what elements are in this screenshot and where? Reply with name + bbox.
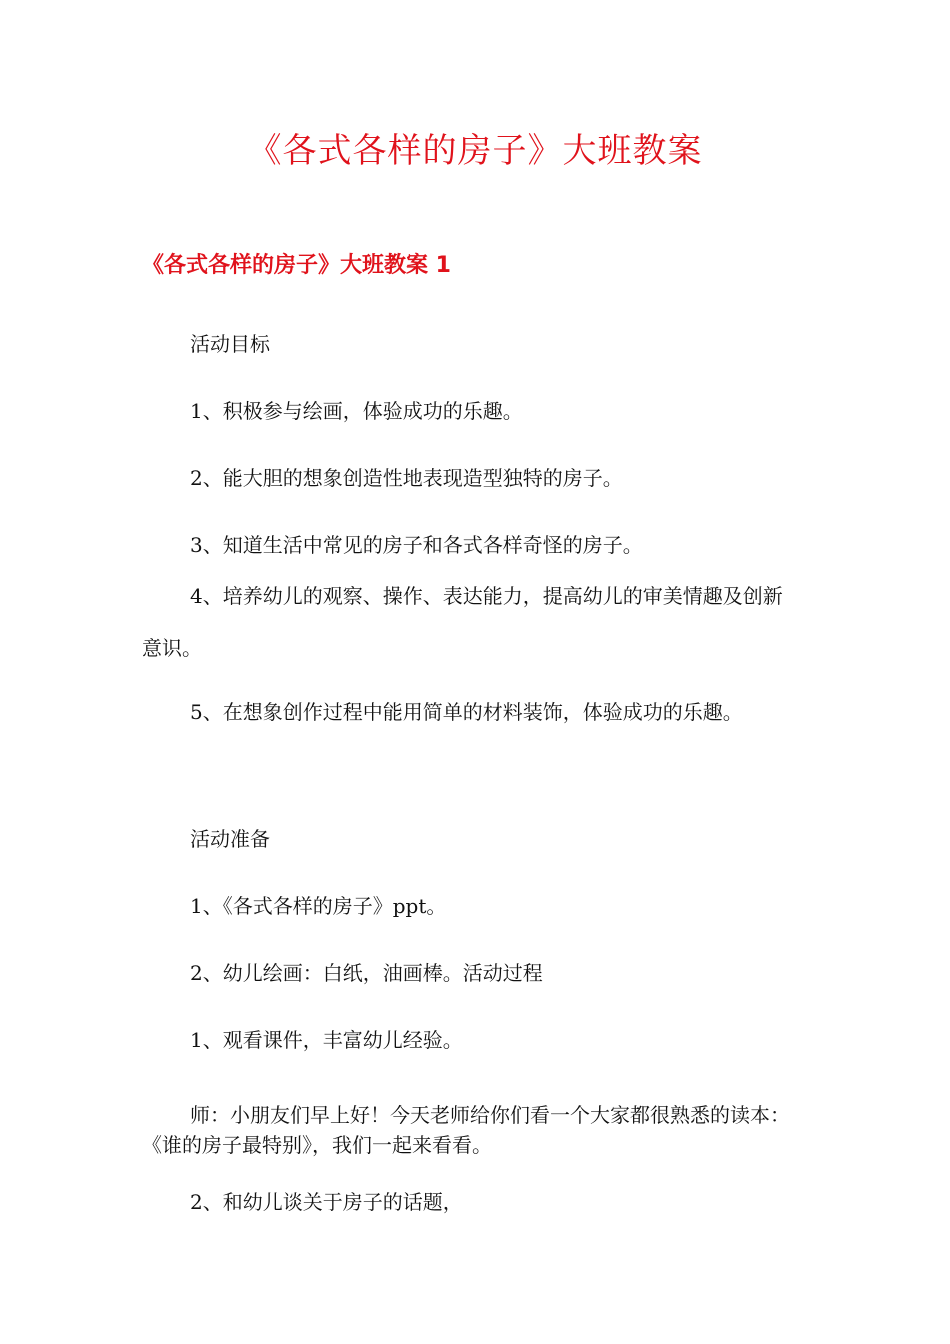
paragraph-prep-2: 2、幼儿绘画：白纸，油画棒。活动过程 — [190, 961, 543, 985]
paragraph-activity-prep: 活动准备 — [190, 827, 270, 851]
paragraph-goal-2: 2、能大胆的想象创造性地表现造型独特的房子。 — [190, 466, 623, 490]
paragraph-activity-goals: 活动目标 — [190, 332, 270, 356]
paragraph-prep-1: 1、《各式各样的房子》ppt。 — [190, 894, 447, 918]
paragraph-goal-3: 3、知道生活中常见的房子和各式各样奇怪的房子。 — [190, 533, 643, 557]
paragraph-process-2: 2、和幼儿谈关于房子的话题， — [190, 1190, 463, 1214]
section-heading: 《各式各样的房子》大班教案 1 — [142, 253, 451, 278]
paragraph-goal-4: 4、培养幼儿的观察、操作、表达能力，提高幼儿的审美情趣及创新意识。 — [142, 584, 783, 660]
paragraph-goal-5: 5、在想象创作过程中能用简单的材料装饰，体验成功的乐趣。 — [190, 700, 743, 724]
document-title: 《各式各样的房子》大班教案 — [247, 131, 703, 171]
paragraph-teacher-speech: 师：小朋友们早上好！今天老师给你们看一个大家都很熟悉的读本：《谁的房子最特别》，我们一起来看看。 — [142, 1103, 790, 1157]
paragraph-goal-1: 1、积极参与绘画，体验成功的乐趣。 — [190, 399, 523, 423]
paragraph-process-1: 1、观看课件，丰富幼儿经验。 — [190, 1028, 463, 1052]
